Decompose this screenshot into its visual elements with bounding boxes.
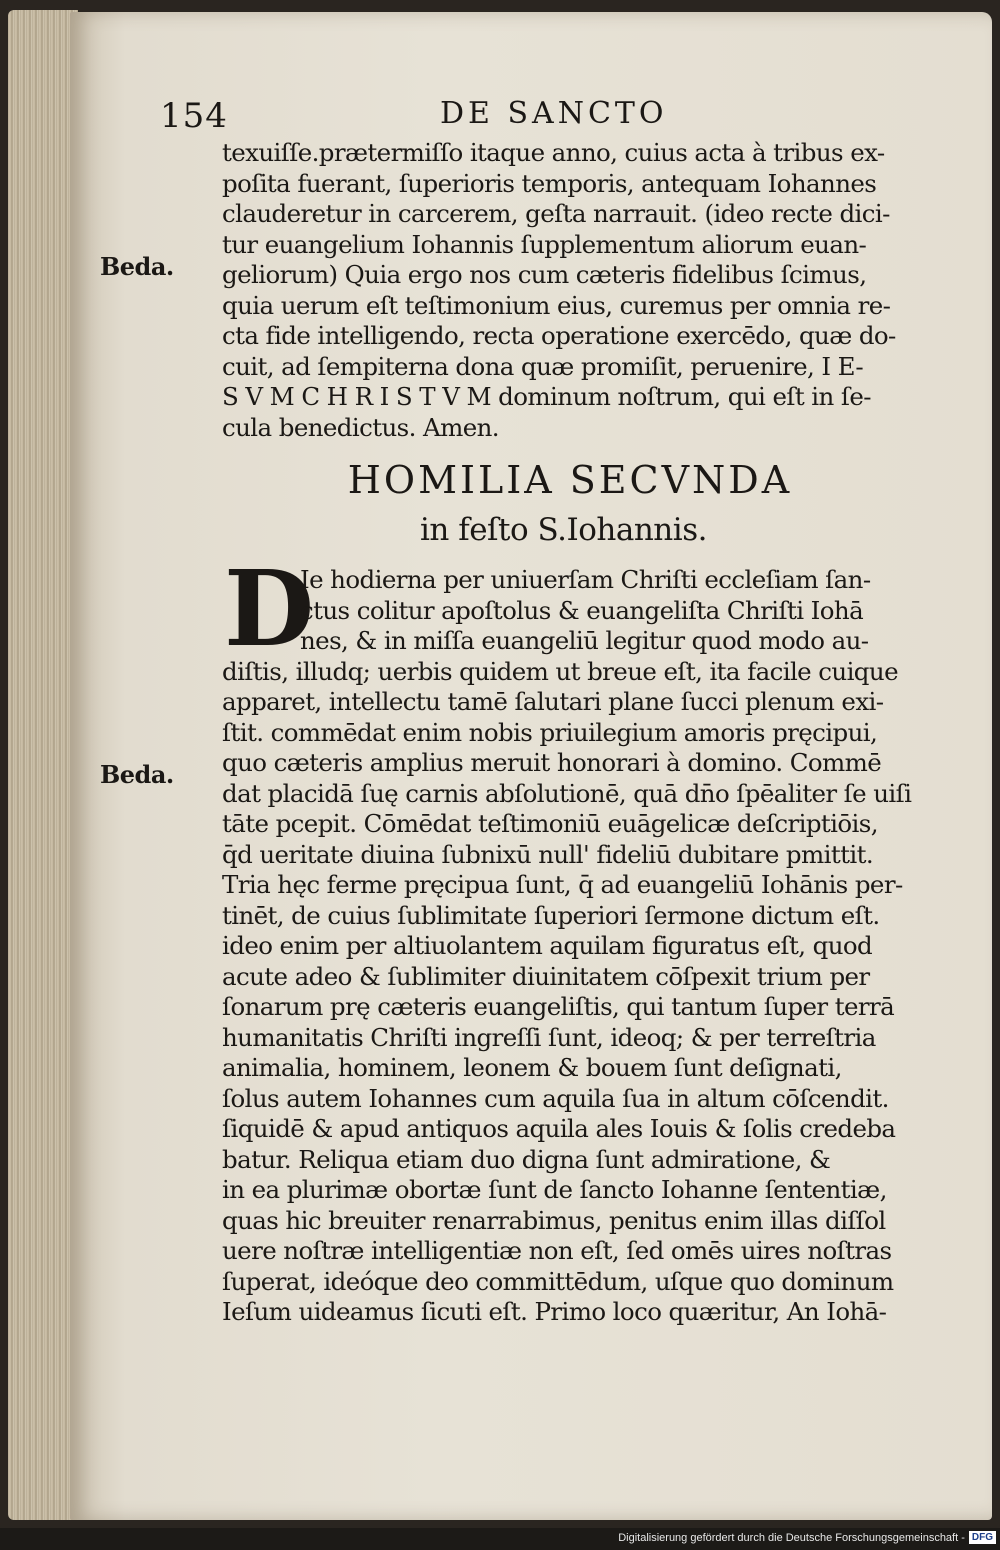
text-line: texuiſſe.prætermiſſo itaque anno, cuius acta à tribus ex-: [222, 138, 885, 167]
text-line: cula benedictus. Amen.: [222, 412, 499, 442]
text-line: quo cæteris amplius meruit honorari à domino. Commē: [222, 748, 882, 777]
text-line: in ea plurimæ obortæ ſunt de ſancto Iohanne ſententiæ,: [222, 1175, 887, 1204]
text-line: cta fide intelligendo, recta operatione exercēdo, quæ do-: [222, 321, 896, 350]
text-line: animalia, hominem, leonem & bouem ſunt deſignati,: [222, 1053, 842, 1082]
text-line: humanitatis Chriſti ingreſſi ſunt, ideoq; & per terreſtria: [222, 1022, 876, 1052]
margin-note-beda-1: Beda.: [100, 252, 174, 281]
text-line: S V M C H R I S T V M dominum noſtrum, qui eſt in ſe-: [222, 382, 871, 411]
text-block-2: [222, 565, 922, 1328]
text-line: cuit, ad ſempiterna dona quæ promiſit, peruenire, I E-: [222, 351, 864, 381]
text-line: geliorum) Quia ergo nos cum cæteris fidelibus ſcimus,: [222, 260, 867, 289]
running-head: DE SANCTO: [440, 96, 668, 131]
text-block-1: [222, 138, 922, 443]
text-line: clauderetur in carcerem, geſta narrauit. (ideo recte dici-: [222, 199, 890, 228]
text-line: quas hic breuiter renarrabimus, penitus enim illas diſſol: [222, 1205, 886, 1235]
text-line: poſita fuerant, ſuperioris temporis, antequam Iohannes: [222, 168, 877, 198]
digitization-credit: [618, 1531, 996, 1544]
text-line: uere noſtræ intelligentiæ non eſt, ſed omēs uires noſtras: [222, 1236, 892, 1265]
homily-subtitle: in feſto S.Iohannis.: [420, 512, 707, 548]
margin-note-beda-2: Beda.: [100, 760, 174, 789]
text-line: ctus colitur apoſtolus & euangeliſta Chriſti Iohā: [300, 595, 864, 625]
dfg-logo-icon: DFG: [969, 1531, 996, 1544]
text-line: nes, & in miſſa euangeliū legitur quod modo au-: [300, 626, 869, 655]
text-line: batur. Reliqua etiam duo digna ſunt admiratione, &: [222, 1144, 831, 1174]
text-line: tur euangelium Iohannis ſupplementum aliorum euan-: [222, 229, 867, 259]
homily-title: HOMILIA SECVNDA: [347, 458, 793, 502]
text-line: ideo enim per altiuolantem aquilam figuratus eſt, quod: [222, 931, 873, 960]
text-line: acute adeo & ſublimiter diuinitatem cōſpexit trium per: [222, 961, 870, 991]
text-line: ſolus autem Iohannes cum aquila ſua in altum cōſcendit.: [222, 1083, 889, 1113]
text-line: Ieſum uideamus ſicuti eſt. Primo loco quæritur, An Iohā-: [222, 1297, 887, 1326]
text-line: ſtit. commēdat enim nobis priuilegium amoris pręcipui,: [222, 717, 878, 747]
text-line: ſonarum prę cæteris euangeliſtis, qui tantum ſuper terrā: [222, 992, 895, 1021]
page-number: 154: [160, 96, 228, 136]
text-line: Tria hęc ferme pręcipua ſunt, q̄ ad euangeliū Iohānis per-: [222, 870, 903, 899]
text-line: tāte pcepit. Cōmēdat teſtimoniū euāgelicæ deſcriptiōis,: [222, 809, 878, 838]
text-line: dat placidā ſuę carnis abſolutionē, quā dn̄o ſpēaliter ſe uiſi: [222, 778, 912, 808]
text-line: Ie hodierna per uniuerſam Chriſti eccleſiam ſan-: [300, 565, 871, 594]
credit-text: Digitalisierung gefördert durch die Deutsche Forschungsgemeinschaft -: [618, 1531, 965, 1544]
text-line: quia uerum eſt teſtimonium eius, curemus per omnia re-: [222, 290, 891, 320]
text-line: q̄d ueritate diuina ſubnixū null' fideliū dubitare pmittit.: [222, 839, 874, 869]
drop-cap-initial: D: [224, 547, 315, 670]
book-fore-edge: [8, 10, 78, 1520]
text-line: tinēt, de cuius ſublimitate ſuperiori ſermone dictum eſt.: [222, 900, 880, 930]
text-line: ſiquidē & apud antiquos aquila ales Iouis & ſolis credeba: [222, 1114, 896, 1143]
text-line: diſtis, illudq; uerbis quidem ut breue eſt, ita facile cuique: [222, 656, 898, 686]
text-line: apparet, intellectu tamē ſalutari plane ſucci plenum exi-: [222, 687, 884, 716]
text-line: ſuperat, ideóque deo committēdum, uſque quo dominum: [222, 1266, 894, 1296]
